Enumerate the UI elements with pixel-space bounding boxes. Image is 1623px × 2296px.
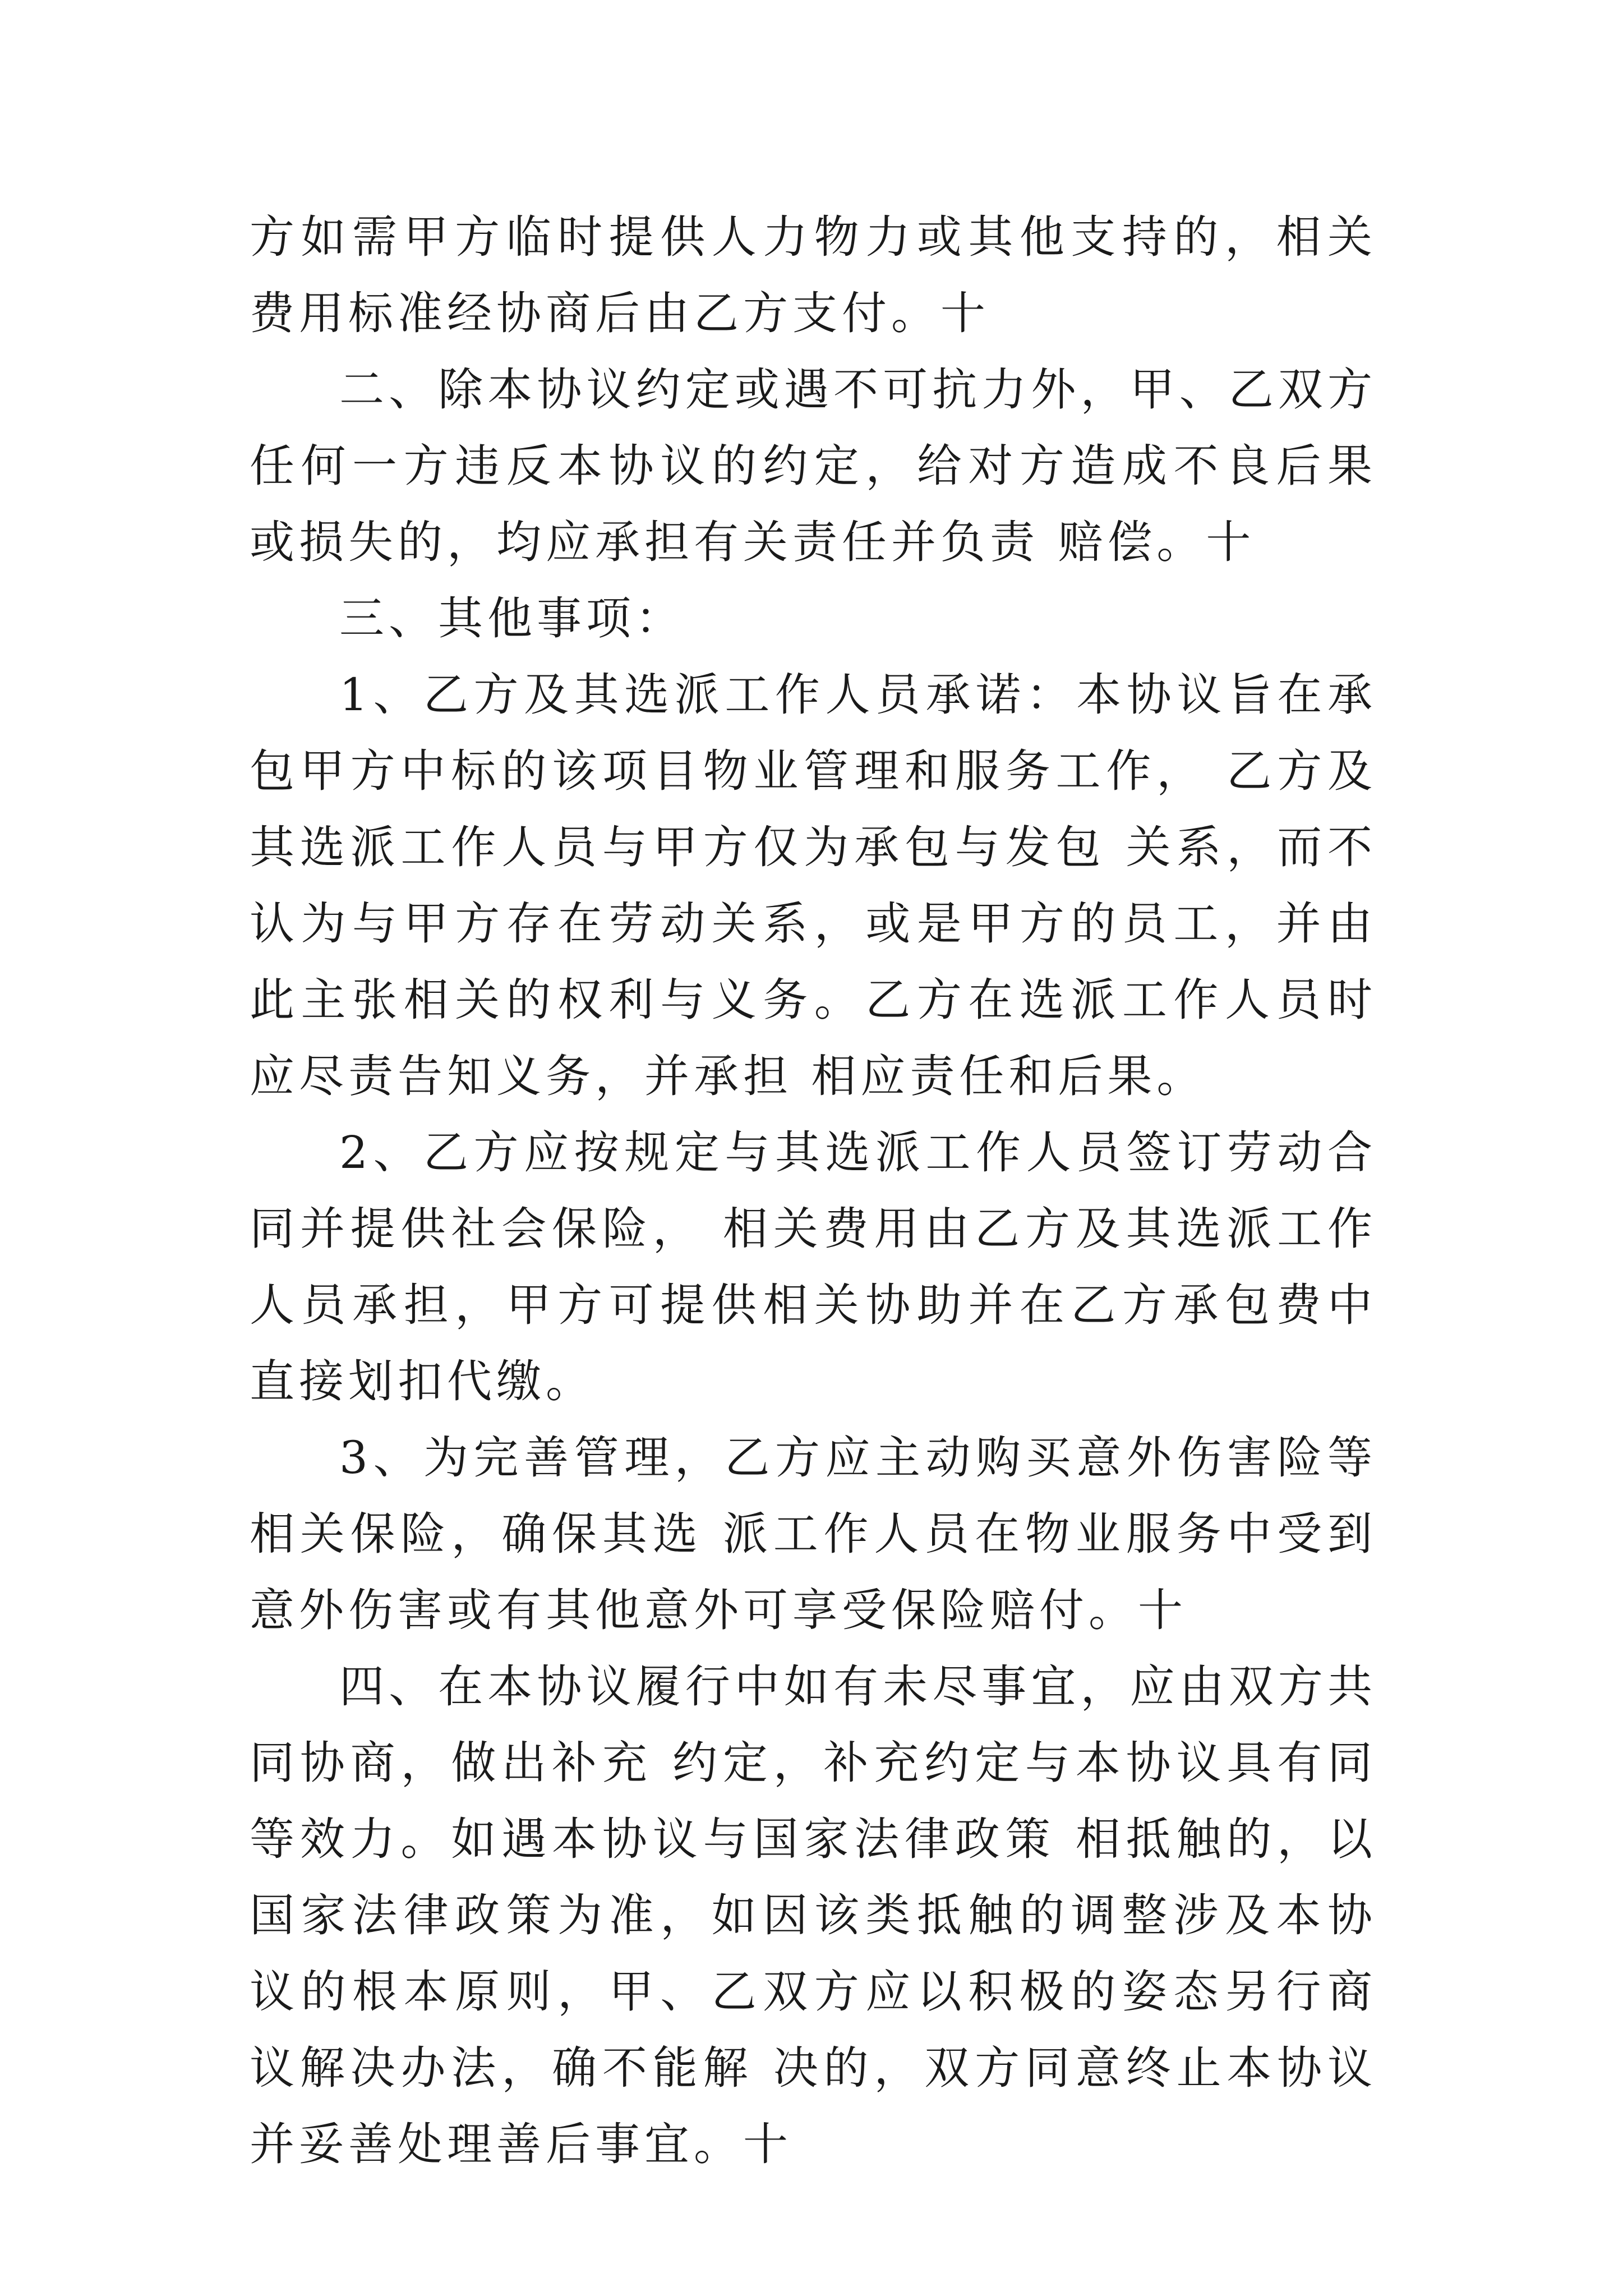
paragraph-item-2: 2、乙方应按规定与其选派工作人员签订劳动合同并提供社会保险， 相关费用由乙方及其选派工作人员承担，甲方可提供相关协助并在乙方承包费中直接划扣代缴。: [250, 1126, 1377, 1407]
paragraph-item-3: 3、为完善管理，乙方应主动购买意外伤害险等相关保险，确保其选 派工作人员在物业服务中受到意外伤害或有其他意外可享受保险赔付。十: [250, 1432, 1377, 1636]
paragraph-clause-3-heading: 三、其他事项：: [339, 592, 685, 645]
paragraph-clause-4: 四、在本协议履行中如有未尽事宜，应由双方共同协商，做出补充 约定，补充约定与本协议具有同等效力。如遇本协议与国家法律政策 相抵触的，以国家法律政策为准，如因该类抵触的调整涉及本协议的根本原则，甲、乙双方应以积极的姿态另行商议解决办法，确不能解 决的，双方同意终止本协议并妥善处理善后事宜。十: [250, 1660, 1377, 2170]
paragraph-continuation: 方如需甲方临时提供人力物力或其他支持的，相关费用标准经协商后由乙方支付。十: [250, 211, 1377, 339]
paragraph-item-1: 1、乙方及其选派工作人员承诺：本协议旨在承包甲方中标的该项目物业管理和服务工作， 乙方及其选派工作人员与甲方仅为承包与发包 关系，而不认为与甲方存在劳动关系，或是甲方的员工，并由此主张相关的权利与义务。乙方在选派工作人员时应尽责告知义务，并承担 相应责任和后果。: [250, 669, 1377, 1102]
document-body: [250, 199, 1377, 2183]
paragraph-clause-2: 二、除本协议约定或遇不可抗力外，甲、乙双方任何一方违反本协议的约定，给对方造成不良后果或损失的，均应承担有关责任并负责 赔偿。十: [250, 364, 1377, 568]
